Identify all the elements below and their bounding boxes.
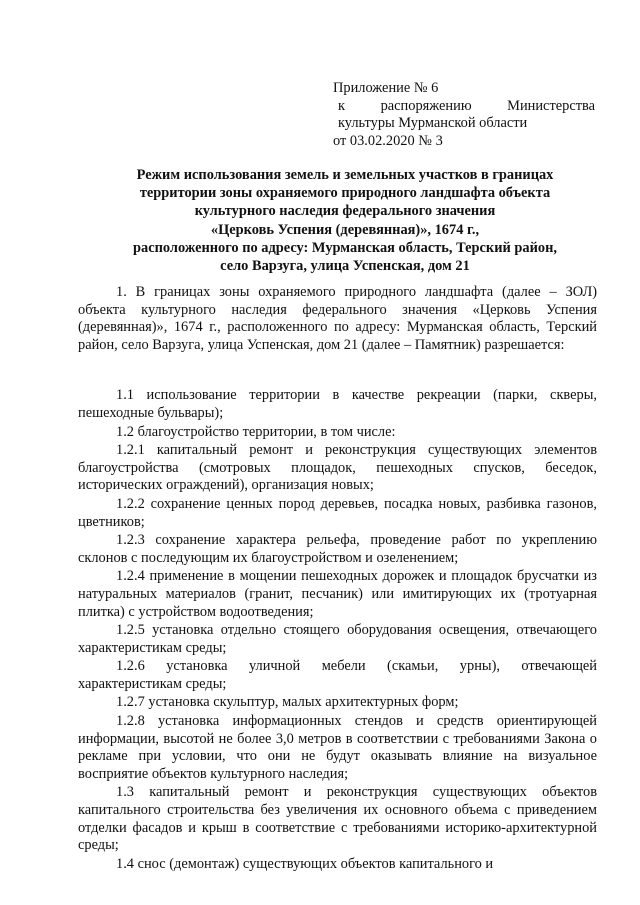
title-line: село Варзуга, улица Успенская, дом 21	[220, 258, 470, 275]
list-item: 1.2.3 сохранение характера рельефа, проведение работ по укреплению склонов с последующим их благоустройством и озеленением;	[78, 532, 597, 566]
list-item: 1.2.8 установка информационных стендов и средств ориентирующей информации, высотой не более 3,0 метров в соответствии с требованиями Закона о рекламе при условии, что они не будут оказывать влияние на визуальное восприятие объектов культурного наследия;	[78, 713, 597, 782]
title-line: «Церковь Успения (деревянная)», 1674 г.,	[210, 221, 480, 238]
title-line: расположенного по адресу: Мурманская область, Терский район,	[133, 239, 557, 256]
list-item: 1.2.5 установка отдельно стоящего оборудования освещения, отвечающего характеристикам среды;	[78, 622, 597, 656]
title-line: территории зоны охраняемого природного ландшафта объекта	[139, 185, 551, 202]
appendix-header	[333, 80, 595, 150]
list-item: 1.2.4 применение в мощении пешеходных дорожек и площадок брусчатки из натуральных материалов (гранит, песчаник) или имитирующих их (тротуарная плитка) с устройством водоотведения;	[78, 568, 597, 620]
title-line: Режим использования земель и земельных участков в границах	[136, 167, 554, 183]
appendix-order-reference: к распоряжению Министерства	[338, 97, 595, 114]
list-item: 1.2.7 установка скульптур, малых архитектурных форм;	[116, 694, 459, 711]
list-item: 1.2.2 сохранение ценных пород деревьев, посадка новых, разбивка газонов, цветников;	[78, 495, 597, 530]
document-body	[78, 284, 597, 874]
title-line: культурного наследия федерального значения	[194, 203, 496, 220]
list-item: 1.4 снос (демонтаж) существующих объектов капитального и	[116, 855, 494, 872]
list-item: 1.3 капитальный ремонт и реконструкция существующих объектов капитального строительства без увеличения их основного объема с приведением отделки фасадов и крыш в соответствие с требованиями историко-архитектурной среды;	[78, 784, 597, 854]
appendix-ministry: культуры Мурманской области	[338, 115, 528, 132]
list-item: 1.2 благоустройство территории, в том числе:	[116, 423, 396, 440]
list-item: 1.2.6 установка уличной мебели (скамьи, урны), отвечающей характеристикам среды;	[78, 658, 597, 692]
document-title	[95, 166, 595, 275]
appendix-number: Приложение № 6	[333, 80, 439, 96]
appendix-date: от 03.02.2020 № 3	[333, 132, 443, 149]
intro-paragraph: 1. В границах зоны охраняемого природного ландшафта (далее – ЗОЛ) объекта культурного наследия федерального значения «Церковь Успения (деревянная)», 1674 г., расположенного по адресу: Мурманская область, Терский район, село Варзуга, улица Успенская, дом 21 (далее – Памятник) разрешается:	[78, 284, 597, 353]
list-item: 1.1 использование территории в качестве рекреации (парки, скверы, пешеходные бульвары);	[78, 387, 597, 421]
list-item: 1.2.1 капитальный ремонт и реконструкция существующих элементов благоустройства (смотровых площадок, пешеходных спусков, беседок, исторических ограждений), организация новых;	[78, 442, 597, 494]
spacer	[78, 354, 597, 387]
